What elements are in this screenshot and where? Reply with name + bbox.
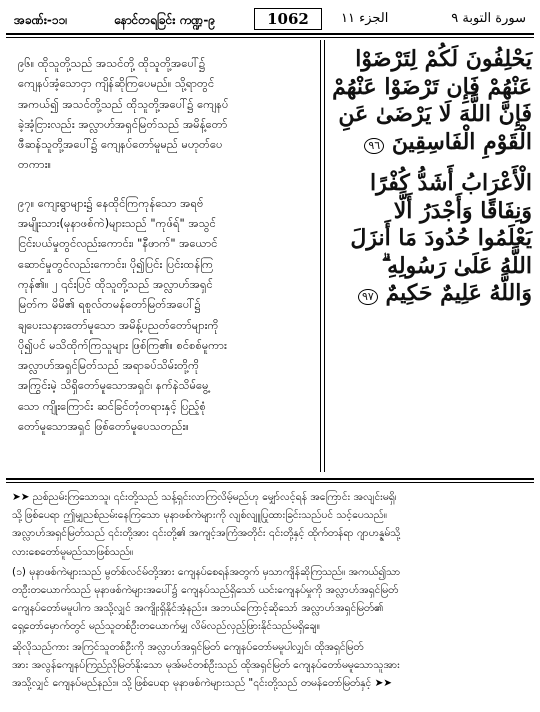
- column-divider-thin: [324, 40, 325, 472]
- chapter-label: နောင်တရခြင်း ကဏ္ဍ-၉: [114, 13, 216, 27]
- arabic-column: [332, 46, 532, 322]
- translation-verse-97: ၉၇။ ကျေးရွာများ၌ နေထိုင်ကြကုန်သော အရဗ် အမျိုးသား(မုနာဖစ်ကဲ)များသည် "ကုဖ်ရ်" အသွင် ငြင်းပယ်မှုတွင်လည်းကောင်း၊ "နီဖာက်" အယောင် ဆောင်မှုတွင်လည်းကောင်း၊ ပို၍ပြင်း ပြင်းထန်ကြ ကုန်၏။ ၂ ၎င်းပြင် ထိုသူတို့သည် အလ္လာဟ်အရှင် မြတ်က မိမိ၏ ရစူလ်တမန်တော်မြတ်အပေါ်၌ ချပေးသနားတော်မူသော အမိန့်ပညတ်တော်များကို ပို၍ပင် မသိထိုက်ကြသူများ ဖြစ်ကြ၏။ စင်စစ်မူကား အလ္လာဟ်အရှင်မြတ်သည် အရာခပ်သိမ်းတို့ကို အကြွင်းမဲ့ သိရှိတော်မူသောအရှင်၊ နက်နဲသိမ်မွေ့ သော ကျိုးကြောင်း ဆင်ခြင်တုံတရားနှင့် ပြည့်စုံ တော်မူသောအရှင် ဖြစ်တော်မူပေသတည်း။: [18, 196, 227, 434]
- verse-number-96: ٩٦: [364, 138, 384, 154]
- section-label: အခဏ်း-၁၁၊: [14, 13, 68, 27]
- page-header: [6, 6, 534, 32]
- juz-label: الجزء ١١: [341, 11, 389, 26]
- footnote-b: (၁) မုနာဖစ်ကဲများသည် မွတ်စ်လင်မ်တို့အား ကျေနပ်စေရန်အတွက် မှသာကျိန်ဆိုကြသည်။ အကယ်၍သာ တဦးတယောက်သည် မုနာဖစ်ကဲများအပေါ်၌ ကျေနပ်သည်ရှိသော် ယင်းကျေနပ်မှုကို အလ္လာဟ်အရှင်မြတ် ကျေနပ်တော်မမူပါက အသို့လျှင် အကျိုးရှိနိုင်အံ့နည်း။ အဘယ်ကြောင့်ဆိုသော် အလ္လာဟ်အရှင်မြတ်၏ ရှေ့တော်မှောက်တွင် မည်သူတစ်ဦးတယောက်မျှ လိမ်လည်လှည့်ဖြားနိုင်သည်မရှိချေ။: [12, 565, 401, 633]
- header-rule-thin: [6, 37, 534, 38]
- footnote-a: ➤➤ ညစ်ညမ်းကြသောသူ၊ ၎င်းတို့သည် သန့်ရှင်းလာကြလိမ့်မည်ဟု မျှော်လင့်ရန် အကြောင်း အလျင်းမရှိ၊ သို့ဖြစ်ပေရာ ဤမျှညစ်ညမ်းနေကြသော မုနာဖစ်ကဲများကို လျစ်လျူပြုထားခြင်းသည်ပင် သင့်ပေသည်။ အလ္လာဟ်အရှင်မြတ်သည် ၎င်းတို့အား ၎င်းတို့၏ အကျင့်အကြံအတိုင်း ၎င်းတို့နှင့် ထိုက်တန်ရာ ဂျာဟန္နမ်သို့ လားစေတော်မူမည်သာဖြစ်သည်။: [12, 491, 401, 558]
- header-rule: [6, 33, 534, 35]
- arabic-verse-96: [332, 46, 532, 156]
- footnote-rule-thin: [6, 482, 534, 483]
- page-number-box: 1062: [254, 8, 322, 30]
- footnotes: [12, 488, 530, 694]
- arabic-verse-97-text: الْأَعْرَابُ أَشَدُّ كُفْرًا وَنِفَاقًا وَأَجْدَرُ أَلَّا يَعْلَمُوا حُدُودَ مَا أَنزَلَ اللَّهُ عَلَىٰ رَسُولِهِ ۗ وَاللَّهُ عَلِيمٌ حَكِيمٌ: [350, 170, 532, 306]
- footnote-rule: [6, 478, 534, 480]
- translation-verse-96: ၉၆။ ထိုသူတို့သည် အသင်တို့ ထိုသူတို့အပေါ်၌ ကျေနပ်အံ့သောငှာ ကျိန်ဆိုကြပေမည်။ သို့ရာတွင် အကယ်၍ အသင်တို့သည် ထိုသူတို့အပေါ်၌ ကျေနပ် ခဲ့အံ့ငြားလည်း အလ္လာဟ်အရှင်မြတ်သည် အမိန့်တော် ဖီဆန်သူတို့အပေါ်၌ ကျေနပ်တော်မူမည် မဟုတ်ပေ တကား။: [18, 57, 229, 172]
- translation-column: [18, 54, 312, 455]
- arabic-verse-97: [332, 170, 532, 308]
- arabic-verse-96-text: يَحْلِفُونَ لَكُمْ لِتَرْضَوْا عَنْهُمْ فَإِن تَرْضَوْا عَنْهُمْ فَإِنَّ اللَّهَ لَا يَرْضَىٰ عَنِ الْقَوْمِ الْفَاسِقِينَ: [332, 46, 532, 155]
- footnote-c: ဆိုလိုသည်ကား အကြင်သူတစ်ဦးကို အလ္လာဟ်အရှင်မြတ် ကျေနပ်တော်မမူပါလျှင်၊ ထိုအရှင်မြတ် အား အလွန်ကျေနပ်ကြည်ညိုမြတ်နိုးသော မုအ်မင်တစ်ဦးသည် ထိုအရှင်မြတ် ကျေနပ်တော်မမူသောသူအား အသို့လျှင် ကျေနပ်မည်နည်း။ သို့ဖြစ်ပေရာ မုနာဖစ်ကဲများသည် "၎င်းတို့သည် တမန်တော်မြတ်နှင့် ➤➤: [12, 640, 400, 690]
- verse-number-97: ٩٧: [358, 289, 378, 305]
- column-divider: [320, 40, 321, 472]
- surah-label: سورة التوبة ٩: [451, 11, 526, 26]
